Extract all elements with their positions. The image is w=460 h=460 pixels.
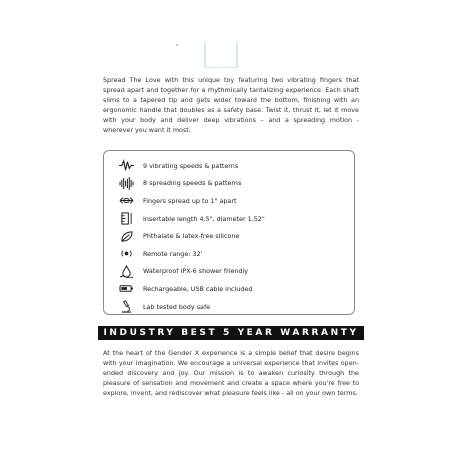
- feature-text: Rechargeable, USB cable included: [143, 284, 253, 293]
- feature-item: [118, 245, 354, 263]
- water-drop-icon: [118, 264, 134, 278]
- feature-list: [103, 150, 355, 315]
- feature-item: [118, 298, 354, 316]
- feature-item: [118, 192, 354, 210]
- ruler-icon: [118, 212, 134, 226]
- microscope-icon: [118, 300, 134, 314]
- feature-item: [118, 157, 354, 175]
- product-outline-left: [204, 42, 206, 68]
- feature-item: [118, 263, 354, 281]
- feature-text: Waterproof IPX-6 shower friendly: [143, 267, 249, 276]
- top-dot: [176, 44, 178, 46]
- product-outline-base: [206, 67, 238, 68]
- feature-item: [118, 210, 354, 228]
- feature-item: [118, 175, 354, 193]
- intro-paragraph: Spread The Love with this unique toy featuring two vibrating fingers that spread apart and together for a rhythmically tantalizing experience. Each shaft slims to a tapered tip and gets wider toward the bottom, finishing with an ergonomic handle that doubles as a safety base. Twist it, thrust it, let it move with your body and deliver deep vibrations – and a spreading motion - wherever you want it most.: [103, 76, 359, 134]
- feature-text: Insertable length 4.5", diameter 1.52": [143, 214, 265, 223]
- warranty-banner: INDUSTRY BEST 5 YEAR WARRANTY: [98, 326, 364, 340]
- feature-text: 9 vibrating speeds & patterns: [143, 161, 239, 170]
- feature-item: [118, 280, 354, 298]
- about-paragraph: At the heart of the Gender X experience is a simple belief that desire begins with your imagination. We encourage a universal experience that invites open-ended discovery and joy. Our mission is to awaken curiosity through the pleasure of sensation and movement and create a space where you're free to explore, invent, and rediscover what pleasure feels like - all on your own terms.: [103, 349, 359, 398]
- feature-text: Phthalate & latex-free silicone: [143, 232, 240, 241]
- waveform-icon: [118, 159, 134, 173]
- remote-signal-icon: [118, 247, 134, 261]
- product-outline-right: [236, 42, 238, 68]
- feature-text: Fingers spread up to 1" apart: [143, 196, 237, 205]
- leaf-icon: [118, 229, 134, 243]
- feature-item: [118, 227, 354, 245]
- battery-icon: [118, 282, 134, 296]
- feature-text: 8 spreading speeds & patterns: [143, 179, 242, 188]
- fingers-spread-icon: [118, 194, 134, 208]
- sound-bars-icon: [118, 176, 134, 190]
- feature-text: Lab tested body safe: [143, 302, 211, 311]
- feature-text: Remote range: 32': [143, 249, 203, 258]
